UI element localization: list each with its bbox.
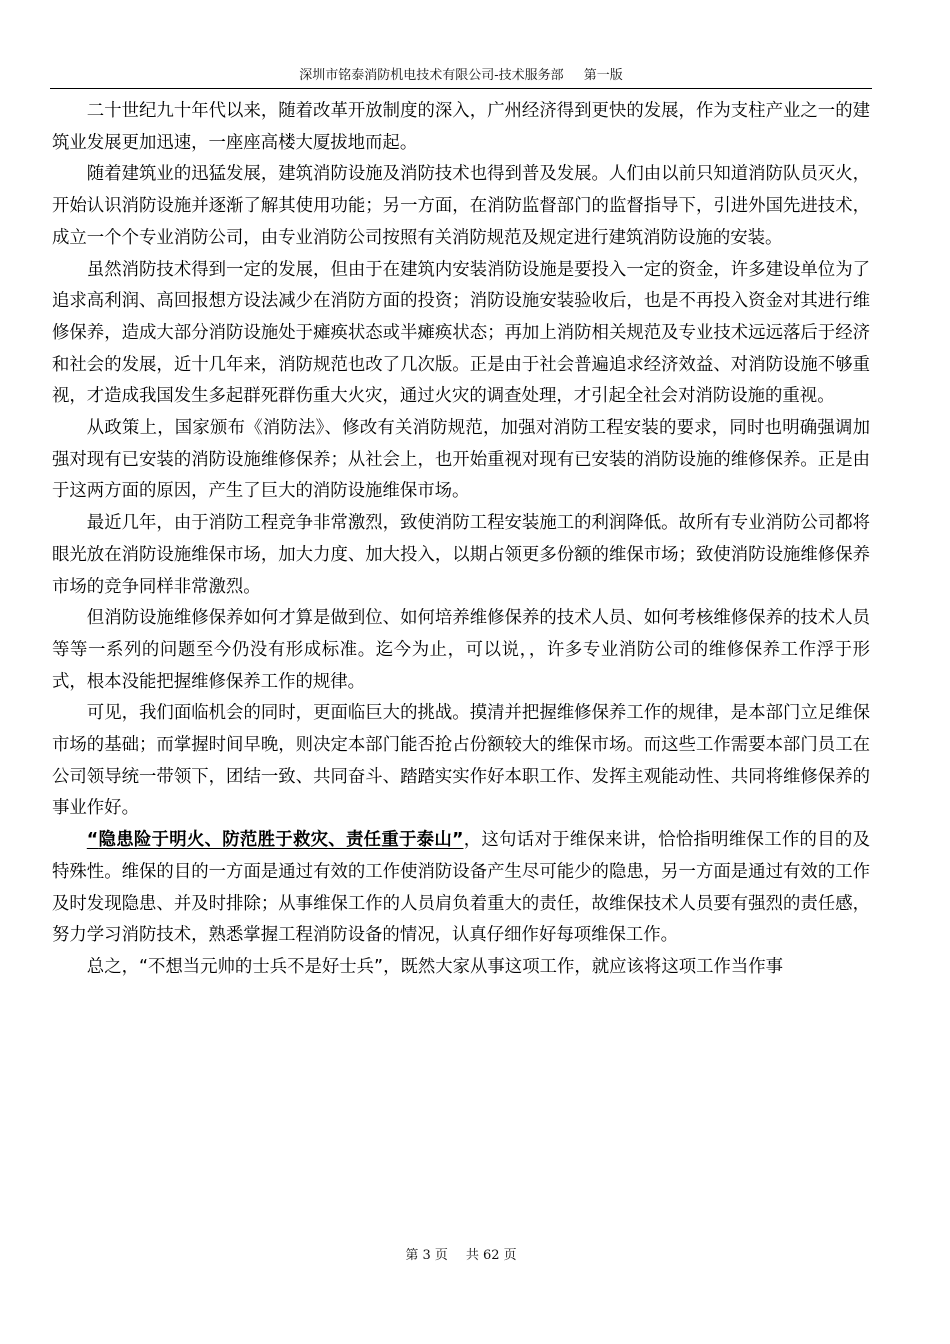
paragraph-2: 随着建筑业的迅猛发展，建筑消防设施及消防技术也得到普及发展。人们由以前只知道消防队员灭火，开始认识消防设施并逐渐了解其使用功能；另一方面，在消防监督部门的监督指导下，引进外国先进技术，成立一个个专业消防公司，由专业消防公司按照有关消防规范及规定进行建筑消防设施的安装。 (52, 164, 870, 248)
paragraph-1: 二十世纪九十年代以来，随着改革开放制度的深入，广州经济得到更快的发展，作为支柱产业之一的建筑业发展更加迅速，一座座高楼大厦拔地而起。 (52, 101, 870, 153)
quote-close-mark: ” (452, 830, 464, 851)
paragraph-last: 总之，“不想当元帅的士兵不是好士兵”，既然大家从事这项工作，就应该将这项工作当作事 (86, 956, 784, 977)
page-total: 共 62 页 (465, 1248, 517, 1263)
highlighted-quote: 隐患险于明火、防范胜于救灾、责任重于泰山 (98, 830, 453, 851)
page-number: 第 3 页 (405, 1248, 448, 1263)
quote-open-mark: “ (86, 830, 99, 851)
header-company: 深圳市铭泰消防机电技术有限公司-技术服务部 (299, 68, 564, 83)
paragraph-7: 可见，我们面临机会的同时，更面临巨大的挑战。摸清并把握维修保养工作的规律，是本部门立足维保市场的基础；而掌握时间早晚，则决定本部门能否抢占份额较大的维保市场。而这些工作需要本部门员工在公司领导统一带领下，团结一致、共同奋斗、踏踏实实作好本职工作、发挥主观能动性、共同将维修保养的事业作好。 (52, 703, 870, 819)
quote-paragraph-text: ，这句话对于维保来讲，恰恰指明维保工作的目的及特殊性。维保的目的一方面是通过有效的工作使消防设备产生尽可能少的隐患，另一方面是通过有效的工作及时发现隐患、并及时排除；从事维保工作的人员肩负着重大的责任，故维保技术人员要有强烈的责任感，努力学习消防技术，熟悉掌握工程消防设备的情况，认真仔细作好每项维保工作。 (52, 830, 870, 946)
paragraph-quote (52, 825, 870, 952)
paragraph-6: 但消防设施维修保养如何才算是做到位、如何培养维修保养的技术人员、如何考核维修保养的技术人员等等一系列的问题至今仍没有形成标准。迄今为止，可以说，，许多专业消防公司的维修保养工作浮于形式，根本没能把握维修保养工作的规律。 (52, 608, 870, 692)
header-rule (50, 88, 872, 89)
paragraph-4: 从政策上，国家颁布《消防法》、修改有关消防规范，加强对消防工程安装的要求，同时也明确强调加强对现有已安装的消防设施维修保养；从社会上，也开始重视对现有已安装的消防设施的维修保养。正是由于这两方面的原因，产生了巨大的消防设施维保市场。 (52, 418, 870, 502)
page-footer (50, 1246, 872, 1266)
header-edition: 第一版 (583, 68, 623, 83)
page-header (50, 66, 872, 86)
paragraph-5: 最近几年，由于消防工程竞争非常激烈，致使消防工程安装施工的利润降低。故所有专业消防公司都将眼光放在消防设施维保市场，加大力度、加大投入，以期占领更多份额的维保市场；致使消防设施维修保养市场的竞争同样非常激烈。 (52, 513, 870, 597)
paragraph-3: 虽然消防技术得到一定的发展，但由于在建筑内安装消防设施是要投入一定的资金，许多建设单位为了追求高利润、高回报想方设法减少在消防方面的投资；消防设施安装验收后，也是不再投入资金对其进行维修保养，造成大部分消防设施处于瘫痪状态或半瘫痪状态；再加上消防相关规范及专业技术远远落后于经济和社会的发展，近十几年来，消防规范也改了几次版。正是由于社会普遍追求经济效益、对消防设施不够重视，才造成我国发生多起群死群伤重大火灾，通过火灾的调查处理，才引起全社会对消防设施的重视。 (52, 259, 870, 407)
document-body (52, 96, 870, 984)
